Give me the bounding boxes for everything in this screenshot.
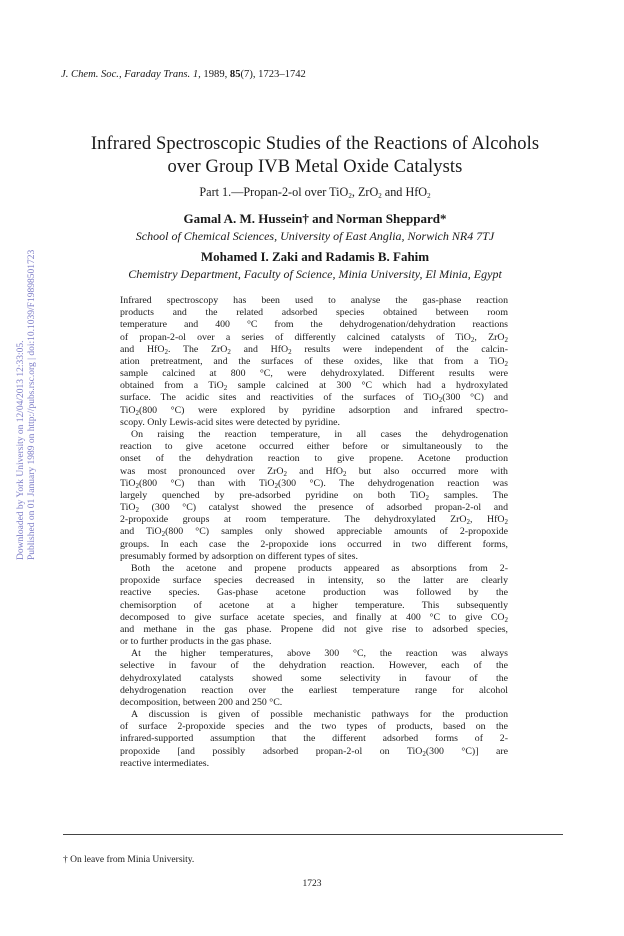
abstract-line: Both the acetone and propene products appeared as absorptions from 2- <box>131 562 508 574</box>
abstract-line: onset of the dehydration reaction to give propene. Acetone production <box>120 453 508 465</box>
abstract-line: groups. In each case the 2-propoxide ions occurred in two different forms, <box>120 538 508 550</box>
download-watermark-sidebar <box>0 0 37 936</box>
journal-name: J. Chem. Soc., Faraday Trans. 1, <box>61 69 201 80</box>
paper-title-line-1: Infrared Spectroscopic Studies of the Reactions of Alcohols <box>90 134 540 154</box>
abstract-line: largely quenched by pre-adsorbed pyridine on both TiO$_2$ samples. The <box>120 489 508 502</box>
abstract-line: sample calcined at 800 °C, were dehydroxylated. Different results were <box>120 368 508 380</box>
abstract-line: propoxide surface species decreased in intensity, so the latter are clearly <box>120 575 508 587</box>
affiliation-group-2: Chemistry Department, Faculty of Science, Minia University, El Minia, Egypt <box>128 267 502 281</box>
abstract-line: reactive intermediates. <box>120 757 210 769</box>
journal-volume: 85 <box>229 69 241 80</box>
abstract <box>120 295 508 770</box>
affiliation-group-1: School of Chemical Sciences, University of East Anglia, Norwich NR4 7TJ <box>135 229 495 243</box>
abstract-line: On raising the reaction temperature, in all cases the dehydrogenation <box>131 428 508 440</box>
author-names-group-2: Mohamed I. Zaki and Radamis B. Fahim <box>200 249 430 264</box>
abstract-line: presumably formed by adsorption on different types of sites. <box>120 550 358 562</box>
journal-year: 1989, <box>200 69 230 80</box>
abstract-line: ation pretreatment, and the surfaces of these oxides, like that from a TiO$_2$ <box>120 355 508 368</box>
abstract-line: decomposition, between 200 and 250 °C. <box>120 696 283 708</box>
abstract-line: dehydrogenation reaction over the earliest temperature range for alcohol <box>120 684 508 696</box>
abstract-line: TiO$_2$(800 °C) than with TiO$_2$(300 °C). The dehydrogenation reaction was <box>120 477 508 490</box>
abstract-line: or to further products in the gas phase. <box>120 636 272 648</box>
watermark-publication-line: Published on 01 January 1989 on http://pubs.rsc.org | doi:10.1039/F19898501723 <box>27 249 37 560</box>
abstract-line: products and the related adsorbed species obtained between room <box>120 307 508 319</box>
paper-title-line-2: over Group IVB Metal Oxide Catalysts <box>167 157 463 177</box>
abstract-line: was most pronounced over ZrO$_2$ and HfO$_2$ but also occurred more with <box>120 465 508 478</box>
abstract-line: TiO$_2$ (300 °C) catalyst showed the presence of adsorbed propan-2-ol and <box>120 502 508 515</box>
footnote-rule <box>63 834 563 835</box>
abstract-line: scopy. Only Lewis-acid sites were detected by pyridine. <box>120 416 340 428</box>
abstract-line: surface. The acidic sites and reactivities of the surfaces of TiO$_2$(300 °C) and <box>120 392 508 405</box>
abstract-line: A discussion is given of possible mechanistic pathways for the production <box>131 709 508 721</box>
abstract-line: TiO$_2$(800 °C) were explored by pyridine adsorption and infrared spectro- <box>120 404 508 417</box>
abstract-line: propoxide [and possibly adsorbed propan-2-ol on TiO$_2$(300 °C)] are <box>120 745 509 758</box>
abstract-line: reactive species. Gas-phase acetone production was followed by the <box>120 587 508 599</box>
abstract-line: and methane in the gas phase. Propene did not give rise to adsorbed species, <box>120 623 508 635</box>
watermark-text <box>16 250 38 560</box>
abstract-line: infrared-supported assumption that the different adsorbed forms of 2- <box>120 733 508 745</box>
abstract-line: and HfO$_2$. The ZrO$_2$ and HfO$_2$ results were independent of the calcin- <box>120 343 508 356</box>
abstract-line: 2-propoxide groups at room temperature. The dehydroxylated ZrO$_2$, HfO$_2$ <box>120 514 508 527</box>
abstract-line: of propan-2-ol over a series of differently calcined catalysts of TiO$_2$, ZrO$_2$ <box>120 331 508 344</box>
abstract-line: temperature and 400 °C from the dehydrogenation/dehydration reactions <box>120 319 508 331</box>
paper-subtitle: Part 1.—Propan-2-ol over TiO$_2$, ZrO$_2$ and HfO$_2$ <box>199 185 431 200</box>
abstract-line: dehydroxylated catalysts showed some selectivity in favour of the <box>120 672 508 684</box>
footnote: † On leave from Minia University. <box>63 855 195 865</box>
abstract-line: and TiO$_2$(800 °C) samples only showed appreciable amounts of 2-propoxide <box>120 526 508 539</box>
abstract-line: selective in favour of the dehydration reaction. However, each of the <box>120 660 508 672</box>
abstract-line: chemisorption of acetone at a higher temperature. This subsequently <box>120 599 508 611</box>
abstract-line: reaction to give acetone occurred either before or simultaneously to the <box>120 441 508 453</box>
abstract-line: of surface 2-propoxide species and the two types of products, based on the <box>120 721 508 733</box>
page-number: 1723 <box>302 879 322 889</box>
abstract-line: obtained from a TiO$_2$ sample calcined at 300 °C which had a hydroxylated <box>120 380 508 393</box>
journal-citation <box>61 69 306 80</box>
author-names-group-1: Gamal A. M. Hussein† and Norman Sheppard* <box>183 211 447 226</box>
watermark-download-line: Downloaded by York University on 12/04/2013 12:33:05. <box>16 340 26 560</box>
journal-issue-pages: (7), 1723–1742 <box>240 69 306 80</box>
abstract-line: At the higher temperatures, above 300 °C, the reaction was always <box>131 648 508 660</box>
abstract-line: Infrared spectroscopy has been used to analyse the gas-phase reaction <box>120 295 508 306</box>
abstract-line: decomposed to give surface acetate species, and finally at 400 °C to give $CO_2$ <box>120 611 508 624</box>
